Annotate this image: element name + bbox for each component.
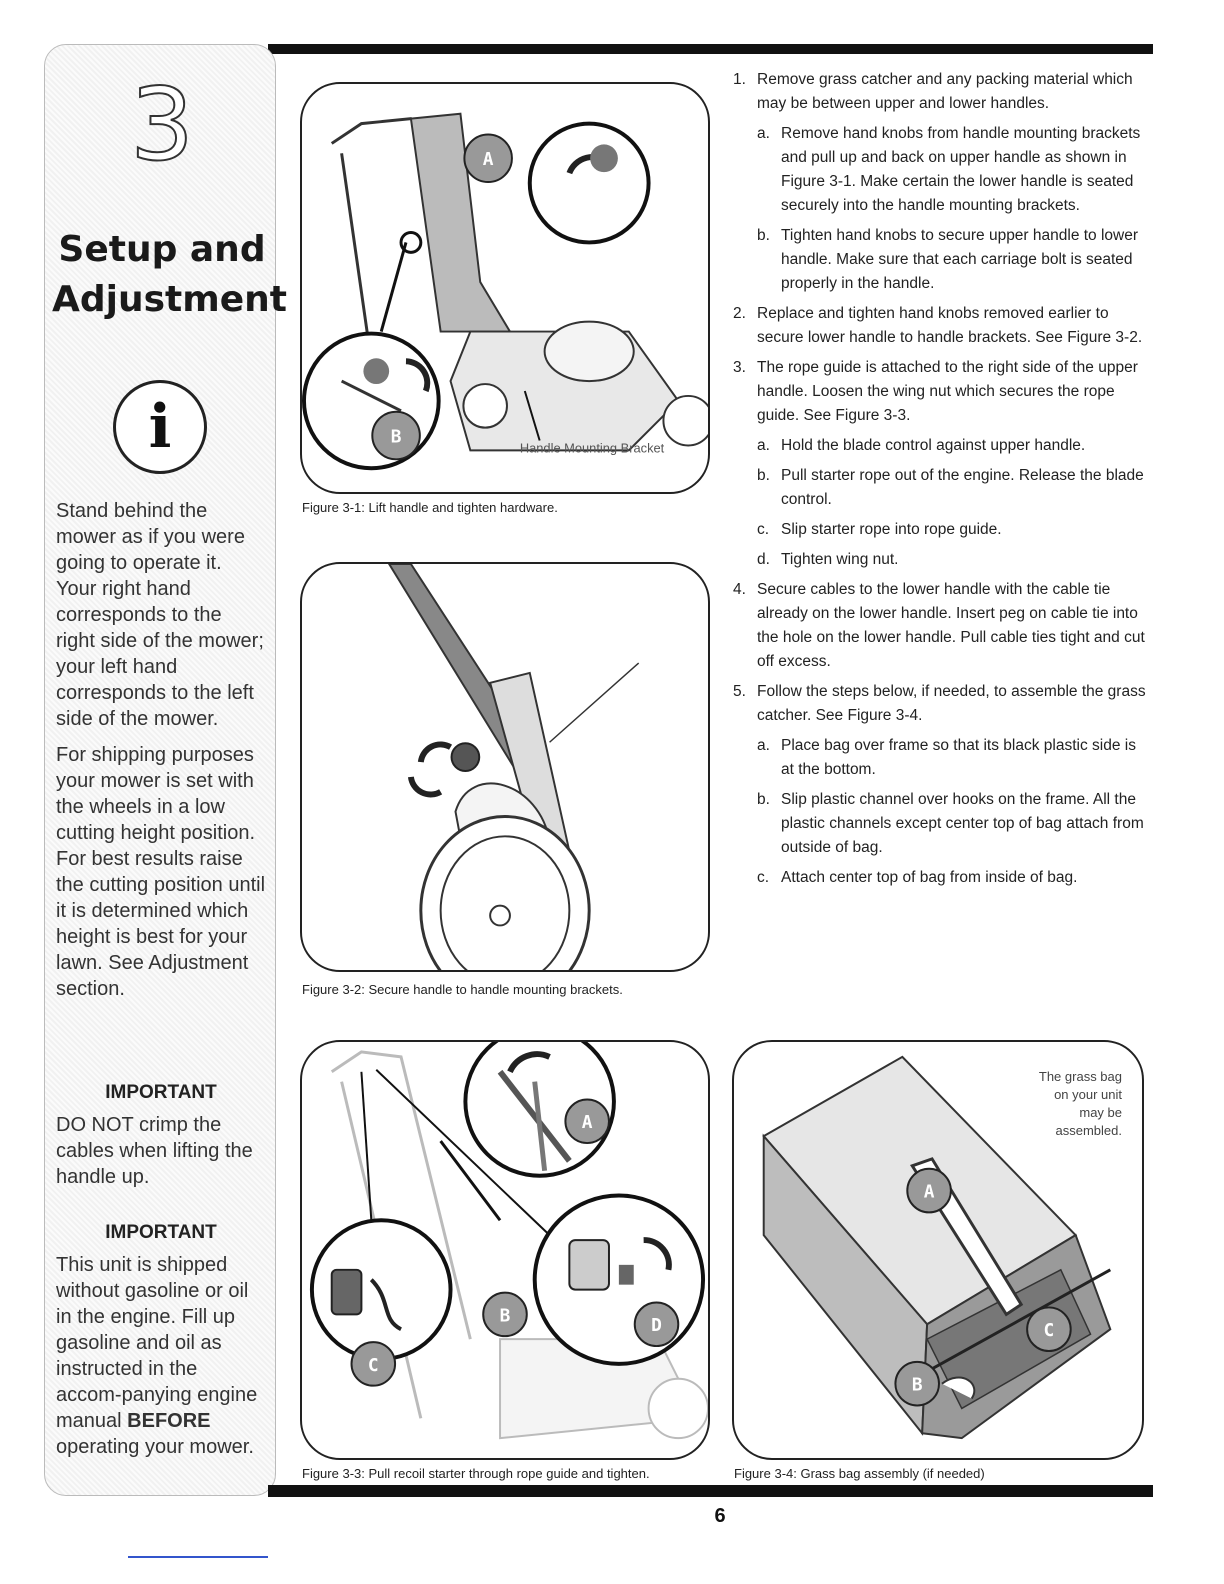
important-heading-2: IMPORTANT (105, 1222, 217, 1243)
step-5-number: 5. (733, 683, 746, 700)
figure-3-2 (300, 562, 710, 972)
step-1 (733, 68, 1153, 116)
step-3b (733, 464, 1153, 512)
figure-3-1-illustration (302, 84, 708, 492)
bottom-rule (268, 1485, 1153, 1497)
important-text-2-after: operating your mower. (56, 1436, 254, 1458)
step-3d-text: Tighten wing nut. (781, 551, 899, 568)
chapter-title-line1: Setup and (58, 229, 266, 270)
step-3d-number: d. (757, 551, 770, 568)
step-4 (733, 578, 1153, 674)
step-5-text: Follow the steps below, if needed, to assemble the grass catcher. See Figure 3-4. (757, 683, 1146, 724)
step-5c (733, 866, 1153, 890)
step-3c (733, 518, 1153, 542)
step-1-number: 1. (733, 71, 746, 88)
step-1a-text: Remove hand knobs from handle mounting brackets and pull up and back on upper handle as shown in Figure 3-1. Make certain the lower handle is seated securely into the handle mounting brackets. (781, 125, 1141, 214)
step-3d (733, 548, 1153, 572)
figure-3-1 (300, 82, 710, 494)
figure-3-4-label-b: B (911, 1374, 923, 1396)
step-1a-number: a. (757, 125, 770, 142)
figure-3-1-caption: Figure 3-1: Lift handle and tighten hardware. (302, 500, 558, 515)
step-1-text: Remove grass catcher and any packing material which may be between upper and lower handles. (757, 71, 1133, 112)
figure-3-3 (300, 1040, 710, 1460)
figure-3-2-caption: Figure 3-2: Secure handle to handle mounting brackets. (302, 982, 623, 997)
top-rule (268, 44, 1153, 54)
chapter-number: 3 (130, 66, 194, 183)
step-3-number: 3. (733, 359, 746, 376)
step-3-text: The rope guide is attached to the right side of the upper handle. Loosen the wing nut which secures the rope guide. See Figure 3-3. (757, 359, 1138, 424)
footer-link-underline (128, 1556, 268, 1558)
figure-3-4-caption: Figure 3-4: Grass bag assembly (if needed) (734, 1466, 985, 1481)
sidebar-paragraph-2: For shipping purposes your mower is set with the wheels in a low cutting height position. For best results raise the cutting position until it is determined which height is best for your lawn. See Adjustment section. (56, 744, 266, 1000)
important-text-1: DO NOT crimp the cables when lifting the handle up. (56, 1114, 253, 1188)
step-5 (733, 680, 1153, 728)
instructions-list (733, 68, 1153, 896)
important-heading-1: IMPORTANT (105, 1082, 217, 1103)
step-3b-number: b. (757, 467, 770, 484)
important-text-2-bold: BEFORE (127, 1410, 211, 1432)
figure-3-2-illustration (302, 564, 708, 970)
page-number: 6 (714, 1505, 726, 1527)
step-3 (733, 356, 1153, 428)
figure-3-4-label-c: C (1043, 1320, 1055, 1342)
important-text-2-before: This unit is shipped without gasoline or oil in the engine. Fill up gasoline and oil as instructed in the accom-panying engine manual (56, 1254, 258, 1432)
step-5a (733, 734, 1153, 782)
figure-3-3-label-c: C (367, 1354, 379, 1376)
step-3c-number: c. (757, 521, 770, 538)
sidebar-paragraph-1: Stand behind the mower as if you were going to operate it. Your right hand corresponds to the right side of the mower; your left hand corresponds to the left side of the mower. (56, 500, 264, 730)
step-3a (733, 434, 1153, 458)
figure-3-1-label-b: B (390, 426, 402, 448)
step-2-number: 2. (733, 305, 746, 322)
step-5b (733, 788, 1153, 860)
step-3b-text: Pull starter rope out of the engine. Release the blade control. (781, 467, 1144, 508)
step-5a-text: Place bag over frame so that its black plastic side is at the bottom. (781, 737, 1136, 778)
step-1b-text: Tighten hand knobs to secure upper handle to lower handle. Make sure that each carriage bolt is seated properly in the handle. (781, 227, 1139, 292)
figure-3-3-label-d: D (651, 1315, 662, 1337)
info-icon: i (113, 380, 207, 474)
step-1a (733, 122, 1153, 218)
step-3a-text: Hold the blade control against upper handle. (781, 437, 1086, 454)
step-5b-number: b. (757, 791, 770, 808)
step-1b (733, 224, 1153, 296)
chapter-title-line2: Adjustment (52, 279, 288, 320)
figure-3-4-label-a: A (923, 1181, 935, 1203)
step-4-number: 4. (733, 581, 746, 598)
figure-3-3-label-b: B (499, 1305, 511, 1327)
step-1b-number: b. (757, 227, 770, 244)
step-5b-text: Slip plastic channel over hooks on the frame. All the plastic channels except center top of bag attach from outside of bag. (781, 791, 1144, 856)
step-3c-text: Slip starter rope into rope guide. (781, 521, 1002, 538)
chapter-title (52, 225, 288, 325)
figure-3-3-caption: Figure 3-3: Pull recoil starter through rope guide and tighten. (302, 1466, 650, 1481)
step-2 (733, 302, 1153, 350)
step-4-text: Secure cables to the lower handle with the cable tie already on the lower handle. Insert peg on cable tie into the hole on the lower handle. Pull cable ties tight and cut off excess. (757, 581, 1145, 670)
figure-3-3-illustration (302, 1042, 708, 1458)
figure-3-3-label-a: A (581, 1112, 593, 1134)
figure-3-1-callout: Handle Mounting Bracket (519, 440, 665, 456)
figure-3-4-note: The grass bag on your unit may be assembled. (1038, 1069, 1122, 1138)
step-2-text: Replace and tighten hand knobs removed earlier to secure lower handle to handle brackets. See Figure 3-2. (757, 305, 1143, 346)
figure-3-1-label-a: A (482, 149, 494, 171)
step-5c-text: Attach center top of bag from inside of bag. (781, 869, 1078, 886)
important-text-2 (56, 1252, 266, 1460)
step-3a-number: a. (757, 437, 770, 454)
step-5c-number: c. (757, 869, 770, 886)
step-5a-number: a. (757, 737, 770, 754)
